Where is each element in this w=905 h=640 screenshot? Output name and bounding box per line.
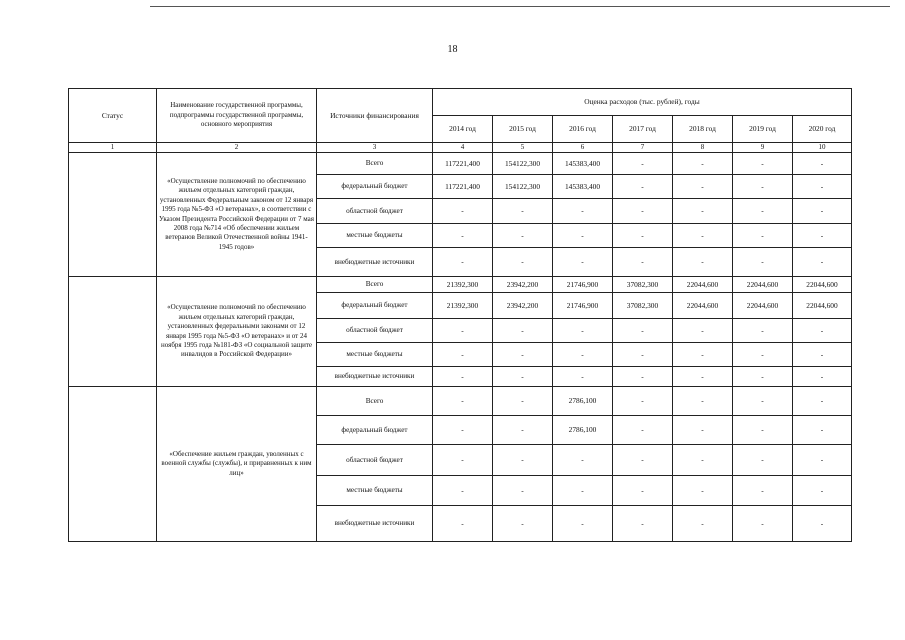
amount-cell: -	[793, 175, 852, 199]
table-body	[69, 153, 852, 542]
amount-cell: 37082,300	[613, 293, 673, 319]
amount-cell: -	[493, 506, 553, 542]
amount-cell: 145383,400	[553, 153, 613, 175]
amount-cell: 22044,600	[673, 293, 733, 319]
funding-source-cell: федеральный бюджет	[317, 416, 433, 445]
amount-cell: -	[673, 248, 733, 277]
funding-source-cell: Всего	[317, 387, 433, 416]
amount-cell: -	[613, 343, 673, 367]
header-year: 2015 год	[493, 116, 553, 143]
amount-cell: -	[433, 506, 493, 542]
amount-cell: -	[733, 224, 793, 248]
amount-cell: 117221,400	[433, 175, 493, 199]
amount-cell: -	[613, 387, 673, 416]
amount-cell: -	[673, 506, 733, 542]
amount-cell: -	[433, 476, 493, 506]
header-year: 2019 год	[733, 116, 793, 143]
amount-cell: -	[733, 319, 793, 343]
amount-cell: -	[793, 416, 852, 445]
column-number: 10	[793, 143, 852, 153]
column-number: 5	[493, 143, 553, 153]
amount-cell: -	[613, 445, 673, 476]
amount-cell: -	[793, 248, 852, 277]
column-number: 6	[553, 143, 613, 153]
amount-cell: 21392,300	[433, 293, 493, 319]
amount-cell: -	[793, 445, 852, 476]
amount-cell: -	[553, 506, 613, 542]
amount-cell: -	[733, 343, 793, 367]
amount-cell: -	[793, 387, 852, 416]
scan-artifacts	[0, 630, 905, 640]
funding-source-cell: областной бюджет	[317, 199, 433, 224]
amount-cell: -	[733, 506, 793, 542]
amount-cell: -	[553, 248, 613, 277]
page-number: 18	[447, 44, 458, 55]
amount-cell: -	[553, 445, 613, 476]
header-row	[69, 89, 852, 116]
amount-cell: -	[793, 506, 852, 542]
header-estimate: Оценка расходов (тыс. рублей), годы	[433, 89, 852, 116]
amount-cell: -	[433, 416, 493, 445]
header-year: 2017 год	[613, 116, 673, 143]
amount-cell: -	[733, 248, 793, 277]
amount-cell: 22044,600	[733, 293, 793, 319]
header-year: 2014 год	[433, 116, 493, 143]
amount-cell: -	[673, 416, 733, 445]
header-name: Наименование государственной программы, подпрограммы государственной программы, основного мероприятия	[157, 89, 317, 143]
amount-cell: -	[493, 476, 553, 506]
table-row	[69, 153, 852, 175]
amount-cell: -	[493, 199, 553, 224]
amount-cell: -	[733, 175, 793, 199]
amount-cell: 22044,600	[733, 277, 793, 293]
amount-cell: -	[433, 367, 493, 387]
column-number: 3	[317, 143, 433, 153]
amount-cell: 145383,400	[553, 175, 613, 199]
amount-cell: -	[673, 367, 733, 387]
column-number: 1	[69, 143, 157, 153]
amount-cell: -	[553, 319, 613, 343]
amount-cell: 2786,100	[553, 387, 613, 416]
amount-cell: -	[553, 199, 613, 224]
amount-cell: -	[613, 367, 673, 387]
amount-cell: -	[553, 224, 613, 248]
amount-cell: -	[793, 224, 852, 248]
measure-name-cell: «Обеспечение жильем граждан, уволенных с военной службы (службы), и приравненных к ним лиц»	[157, 387, 317, 542]
measure-name-cell: «Осуществление полномочий по обеспечению жильем отдельных категорий граждан, установленных Федеральным законом от 12 января 1995 года №5-ФЗ «О ветеранах», в соответствии с Указом Президента Российской Федерации от 7 мая 2008 года №714 «Об обеспечении жильем ветеранов Великой Отечественной войны 1941-1945 годов»	[157, 153, 317, 277]
amount-cell: -	[733, 476, 793, 506]
amount-cell: -	[793, 153, 852, 175]
amount-cell: -	[613, 153, 673, 175]
amount-cell: -	[493, 416, 553, 445]
amount-cell: -	[673, 319, 733, 343]
amount-cell: -	[613, 416, 673, 445]
amount-cell: -	[553, 476, 613, 506]
amount-cell: 154122,300	[493, 153, 553, 175]
amount-cell: 23942,200	[493, 293, 553, 319]
funding-source-cell: областной бюджет	[317, 319, 433, 343]
amount-cell: 21746,900	[553, 293, 613, 319]
funding-source-cell: федеральный бюджет	[317, 293, 433, 319]
amount-cell: -	[553, 367, 613, 387]
amount-cell: 22044,600	[673, 277, 733, 293]
amount-cell: -	[673, 343, 733, 367]
amount-cell: -	[493, 248, 553, 277]
top-rule	[150, 6, 890, 7]
amount-cell: -	[733, 445, 793, 476]
amount-cell: -	[793, 319, 852, 343]
column-number: 7	[613, 143, 673, 153]
amount-cell: -	[553, 343, 613, 367]
amount-cell: -	[673, 476, 733, 506]
amount-cell: -	[433, 248, 493, 277]
table-row	[69, 387, 852, 416]
amount-cell: -	[673, 445, 733, 476]
amount-cell: -	[733, 199, 793, 224]
amount-cell: -	[613, 224, 673, 248]
amount-cell: 21392,300	[433, 277, 493, 293]
amount-cell: 23942,200	[493, 277, 553, 293]
header-sources: Источники финансирования	[317, 89, 433, 143]
funding-source-cell: местные бюджеты	[317, 343, 433, 367]
amount-cell: 2786,100	[553, 416, 613, 445]
amount-cell: -	[613, 199, 673, 224]
amount-cell: -	[493, 387, 553, 416]
amount-cell: -	[433, 199, 493, 224]
column-number: 8	[673, 143, 733, 153]
column-number: 9	[733, 143, 793, 153]
column-numbers-row	[69, 143, 852, 153]
amount-cell: -	[673, 175, 733, 199]
funding-source-cell: Всего	[317, 153, 433, 175]
amount-cell: -	[793, 343, 852, 367]
amount-cell: 22044,600	[793, 277, 852, 293]
amount-cell: -	[793, 199, 852, 224]
amount-cell: 37082,300	[613, 277, 673, 293]
amount-cell: -	[733, 153, 793, 175]
funding-source-cell: областной бюджет	[317, 445, 433, 476]
funding-source-cell: местные бюджеты	[317, 224, 433, 248]
measure-name-cell: «Осуществление полномочий по обеспечению жильем отдельных категорий граждан, установленных федеральными законами от 12 января 1995 года №5-ФЗ «О ветеранах» и от 24 ноября 1995 года №181-ФЗ «О социальной защите инвалидов в Российской Федерации»	[157, 277, 317, 387]
amount-cell: -	[433, 224, 493, 248]
amount-cell: -	[613, 248, 673, 277]
header-year: 2016 год	[553, 116, 613, 143]
column-number: 2	[157, 143, 317, 153]
amount-cell: -	[493, 367, 553, 387]
header-status: Статус	[69, 89, 157, 143]
table-row	[69, 277, 852, 293]
amount-cell: -	[673, 199, 733, 224]
amount-cell: -	[493, 224, 553, 248]
amount-cell: -	[493, 445, 553, 476]
amount-cell: 21746,900	[553, 277, 613, 293]
column-number: 4	[433, 143, 493, 153]
amount-cell: -	[433, 387, 493, 416]
amount-cell: -	[613, 175, 673, 199]
amount-cell: -	[733, 387, 793, 416]
amount-cell: -	[613, 319, 673, 343]
funding-source-cell: внебюджетные источники	[317, 506, 433, 542]
amount-cell: -	[613, 506, 673, 542]
funding-source-cell: внебюджетные источники	[317, 248, 433, 277]
amount-cell: -	[673, 387, 733, 416]
header-year: 2018 год	[673, 116, 733, 143]
amount-cell: -	[433, 319, 493, 343]
amount-cell: -	[793, 367, 852, 387]
amount-cell: 154122,300	[493, 175, 553, 199]
amount-cell: -	[793, 476, 852, 506]
amount-cell: -	[433, 445, 493, 476]
amount-cell: -	[433, 343, 493, 367]
budget-table	[68, 88, 852, 542]
amount-cell: 117221,400	[433, 153, 493, 175]
status-cell	[69, 153, 157, 277]
status-cell	[69, 387, 157, 542]
amount-cell: -	[613, 476, 673, 506]
funding-source-cell: местные бюджеты	[317, 476, 433, 506]
amount-cell: 22044,600	[793, 293, 852, 319]
status-cell	[69, 277, 157, 387]
funding-source-cell: Всего	[317, 277, 433, 293]
amount-cell: -	[733, 367, 793, 387]
amount-cell: -	[733, 416, 793, 445]
funding-source-cell: внебюджетные источники	[317, 367, 433, 387]
header-year: 2020 год	[793, 116, 852, 143]
amount-cell: -	[493, 343, 553, 367]
amount-cell: -	[673, 224, 733, 248]
funding-source-cell: федеральный бюджет	[317, 175, 433, 199]
amount-cell: -	[673, 153, 733, 175]
amount-cell: -	[493, 319, 553, 343]
